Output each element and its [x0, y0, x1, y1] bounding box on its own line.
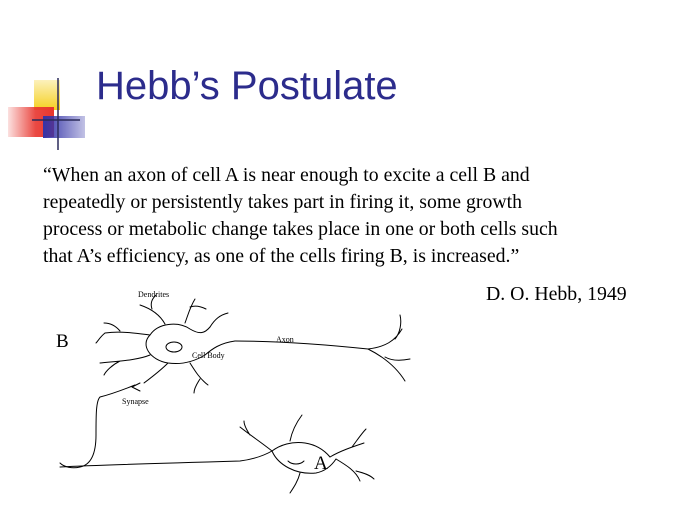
- cell-b-label: B: [56, 331, 69, 352]
- synapse-terminal: [132, 383, 140, 391]
- slide-title: Hebb’s Postulate: [96, 64, 398, 108]
- quote-line: that A’s efficiency, as one of the cells firing B, is increased.”: [43, 245, 520, 267]
- synapse-label: Synapse: [122, 397, 149, 406]
- neuron-a-dendrite: [330, 429, 366, 457]
- neuron-b-nucleus: [166, 342, 182, 352]
- quote-line: process or metabolic change takes place in one or both cells such: [43, 218, 558, 240]
- neuron-b-dendrite: [210, 313, 228, 327]
- neuron-b-axon-terminal: [368, 315, 410, 381]
- neuron-b-dendrite: [140, 295, 165, 324]
- neuron-a-dendrite: [290, 415, 302, 441]
- quote-line: repeatedly or persistently takes part in firing it, some growth: [43, 191, 523, 213]
- axon-label: Axon: [276, 335, 294, 344]
- neuron-b-axon: [235, 341, 368, 349]
- neuron-a-nucleus: [288, 461, 304, 464]
- dendrites-label: Dendrites: [138, 290, 170, 299]
- neuron-b-dendrite: [96, 323, 150, 343]
- neuron-b-dendrite: [190, 363, 208, 393]
- neuron-a-axon: [60, 451, 272, 467]
- neuron-a-dendrite: [336, 459, 374, 481]
- hebb-quote: [43, 162, 663, 270]
- neuron-a-dendrite: [240, 421, 272, 451]
- quote-attribution: D. O. Hebb, 1949: [486, 283, 627, 305]
- neuron-b-dendrite: [185, 299, 206, 323]
- yellow-square: [34, 80, 60, 110]
- cell-body-label: Cell Body: [192, 351, 225, 360]
- neuron-diagram: [0, 275, 700, 525]
- neuron-b-dendrite: [144, 363, 168, 383]
- neuron-a-dendrite: [290, 473, 300, 493]
- quote-line: “When an axon of cell A is near enough to excite a cell B and: [43, 164, 530, 186]
- cell-a-label: A: [314, 453, 328, 474]
- neuron-drawing: [0, 275, 700, 525]
- neuron-b-dendrite: [100, 355, 150, 375]
